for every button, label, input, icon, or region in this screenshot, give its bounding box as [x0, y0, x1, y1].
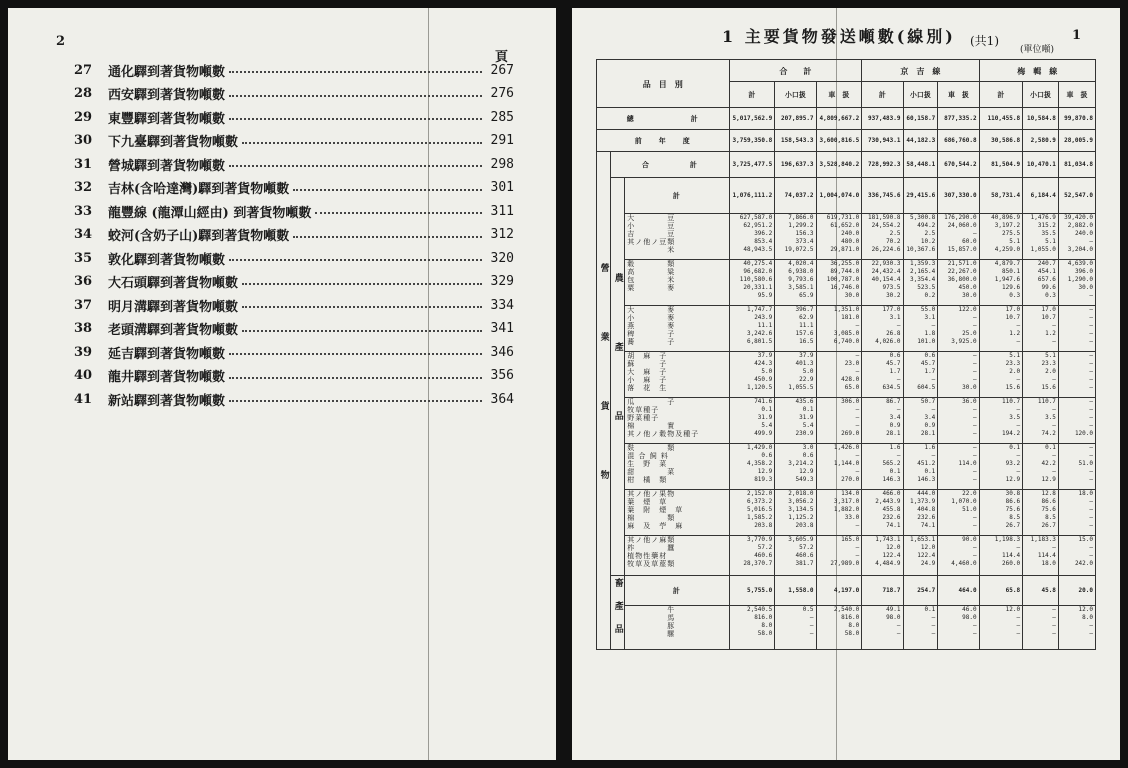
data-cell: 110.7 — 3.5 — 74.2 — [1023, 398, 1059, 444]
data-cell: 52,547.0 — [1058, 178, 1095, 214]
data-cell: 1,558.0 — [775, 576, 816, 606]
data-cell: 396.7 62.9 11.1 157.6 16.5 — [775, 306, 816, 352]
data-cell: 4,809,667.2 — [816, 108, 862, 130]
data-cell: 36,255.0 89,744.0 100,787.0 16,746.0 30.0 — [816, 260, 862, 306]
toc-entry — [74, 131, 514, 151]
data-cell: 336,745.6 — [862, 178, 903, 214]
data-cell: 1,198.3 — 114.4 260.0 — [979, 536, 1022, 576]
toc-entry-number: 37 — [74, 297, 93, 313]
data-cell: 99,870.8 — [1058, 108, 1095, 130]
data-cell: 110,455.8 — [979, 108, 1022, 130]
toc-entry — [74, 154, 514, 174]
header-subcolumn: 車 扱 — [938, 82, 979, 108]
data-cell: 730,943.1 — [862, 130, 903, 152]
toc-entry — [74, 295, 514, 315]
header-subcolumn: 車 扱 — [1058, 82, 1095, 108]
data-cell: 2,540.0 816.0 8.0 58.0 — [816, 606, 862, 650]
data-cell: 1,743.1 12.0 122.4 4,484.9 — [862, 536, 903, 576]
table-row — [597, 152, 1096, 178]
data-cell: 74,037.2 — [775, 178, 816, 214]
row-label: 大 豆 小 豆 吉 豆 其ノ他ノ豆類 米 — [625, 214, 729, 260]
toc-entry-title: 吉林(含哈達灣)驛到著貨物噸數 — [108, 182, 290, 197]
data-cell: 627,587.0 62,951.2 396.2 853.4 48,943.5 — [729, 214, 775, 260]
table-row — [597, 536, 1096, 576]
toc-entry — [74, 248, 514, 268]
data-cell: 46.0 98.0 — — — [938, 606, 979, 650]
data-cell: 17.0 10.7 — 1.2 — — [1023, 306, 1059, 352]
data-cell: 6,184.4 — [1023, 178, 1059, 214]
data-cell: 3.0 0.6 3,214.2 12.9 549.3 — [775, 444, 816, 490]
toc-leader-dots — [242, 298, 482, 308]
table-row — [597, 130, 1096, 152]
toc-entry — [74, 84, 514, 104]
toc-entry-page: 364 — [490, 391, 514, 407]
data-cell: 207,895.7 — [775, 108, 816, 130]
data-cell: — 23.0 — 428.0 65.0 — [816, 352, 862, 398]
toc-entry-number: 34 — [74, 227, 93, 242]
data-cell: 28,005.9 — [1058, 130, 1095, 152]
data-cell: 1.6 — 565.2 0.1 146.3 — [862, 444, 903, 490]
data-cell: 65.8 — [979, 576, 1022, 606]
table-row — [597, 398, 1096, 444]
data-cell: 86.7 — 3.4 0.9 28.1 — [862, 398, 903, 444]
data-cell: 181,590.8 24,554.2 2.5 70.2 26,224.6 — [862, 214, 903, 260]
toc-entry-page: 334 — [490, 297, 514, 313]
data-cell: 37.9 401.3 5.0 22.9 1,055.5 — [775, 352, 816, 398]
toc-entry-page: 285 — [490, 109, 514, 125]
data-cell: 15.0 — — 242.0 — [1058, 536, 1095, 576]
data-cell: 40,275.4 96,682.0 110,580.6 20,331.1 95.9 — [729, 260, 775, 306]
table-row — [597, 444, 1096, 490]
header-subcolumn: 計 — [729, 82, 775, 108]
data-cell: 29,415.6 — [903, 178, 938, 214]
table-row — [597, 306, 1096, 352]
data-cell: 22,930.3 24,432.4 40,154.4 973.5 30.2 — [862, 260, 903, 306]
toc-entry — [74, 225, 514, 245]
toc-leader-dots — [229, 345, 482, 355]
toc-entry-number: 29 — [74, 109, 93, 125]
data-cell: 134.0 3,317.0 1,882.0 33.0 — — [816, 490, 862, 536]
row-label: 其ノ他ノ果物 葉 煙 草 葉 附 煙 草 棉 類 麻 及 苧 麻 — [625, 490, 729, 536]
toc-entry-title: 下九臺驛到著貨物噸數 — [108, 135, 239, 150]
toc-entry — [74, 60, 514, 80]
toc-entry-title: 新站驛到著貨物噸數 — [108, 393, 226, 409]
data-cell: 4,197.0 — [816, 576, 862, 606]
data-cell: 37.9 424.3 5.0 450.9 1,120.5 — [729, 352, 775, 398]
data-cell: 741.6 0.1 31.9 5.4 499.9 — [729, 398, 775, 444]
data-cell: 17.0 10.7 — 1.2 — — [979, 306, 1022, 352]
data-cell: 20.0 — [1058, 576, 1095, 606]
toc-entry-page: 356 — [490, 368, 514, 383]
toc-entry — [74, 178, 514, 198]
header-subcolumn: 計 — [979, 82, 1022, 108]
left-page — [8, 8, 556, 760]
toc-entry — [74, 272, 514, 292]
data-cell: 30,586.8 — [979, 130, 1022, 152]
header-group-total: 合 計 — [729, 60, 862, 82]
toc-entry-title: 老頭溝驛到著貨物噸數 — [108, 323, 239, 338]
toc-entry — [74, 366, 514, 386]
data-cell: 3,725,477.5 — [729, 152, 775, 178]
toc-entry-page: 301 — [490, 180, 514, 195]
data-cell: — — — — — — [1058, 306, 1095, 352]
data-cell: 58,448.1 — [903, 152, 938, 178]
toc-leader-dots — [293, 228, 482, 238]
header-subcolumn: 小口扱 — [903, 82, 938, 108]
row-label: 其ノ他ノ麻類 柞 蠶 植物性藥材 牧草及草蓙類 — [625, 536, 729, 576]
data-cell: 1,351.0 181.0 — 3,085.0 6,740.0 — [816, 306, 862, 352]
data-cell: 1,476.9 315.2 35.5 5.1 1,055.0 — [1023, 214, 1059, 260]
data-cell: 12.0 — — — — [979, 606, 1022, 650]
toc-entry-title: 敦化驛到著貨物噸數 — [108, 252, 226, 268]
data-cell: 3,528,840.2 — [816, 152, 862, 178]
data-cell: 5,017,562.9 — [729, 108, 775, 130]
data-cell: 307,330.0 — [938, 178, 979, 214]
toc-leader-dots — [242, 134, 482, 144]
data-cell: 36.0 — — — — — [938, 398, 979, 444]
toc-entry-page: 312 — [490, 227, 514, 242]
data-cell: 90.0 — — 4,460.0 — [938, 536, 979, 576]
toc-entry-number: 32 — [74, 180, 93, 195]
page-number: 2 — [56, 34, 66, 49]
data-cell: 1,429.0 0.6 4,358.2 12.9 819.3 — [729, 444, 775, 490]
data-cell: 10,470.1 — [1023, 152, 1059, 178]
toc-leader-dots — [229, 87, 482, 97]
data-cell: 466.0 2,443.9 455.8 232.6 74.1 — [862, 490, 903, 536]
data-cell: 2,580.9 — [1023, 130, 1059, 152]
header-subcolumn: 小口扱 — [775, 82, 816, 108]
table-row — [597, 108, 1096, 130]
row-label: 大 麥 小 麥 燕 麥 稗 子 蕎 子 — [625, 306, 729, 352]
data-cell: 0.1 — 93.2 — 12.9 — [979, 444, 1022, 490]
data-cell: 18.0 — — — — — [1058, 490, 1095, 536]
header-item-category: 品 目 別 — [597, 60, 730, 108]
toc-entry-title: 延吉驛到著貨物噸數 — [108, 346, 226, 362]
toc-entry-title: 明月溝驛到著貨物噸數 — [108, 299, 239, 315]
data-cell: 464.0 — [938, 576, 979, 606]
row-label: 計 — [625, 576, 729, 606]
data-cell: 2,540.5 816.0 8.0 58.0 — [729, 606, 775, 650]
data-cell: 718.7 — [862, 576, 903, 606]
data-cell: — — 114.0 — — — [938, 444, 979, 490]
data-cell: 254.7 — [903, 576, 938, 606]
data-cell: 4,020.4 6,938.0 9,793.6 3,585.1 65.9 — [775, 260, 816, 306]
toc-leader-dots — [229, 157, 482, 167]
toc-entry-title: 西安驛到著貨物噸數 — [108, 88, 226, 103]
data-cell: 10,584.8 — [1023, 108, 1059, 130]
header-subcolumn: 車 扱 — [816, 82, 862, 108]
toc-entry-page: 311 — [490, 203, 514, 219]
table-row — [597, 490, 1096, 536]
toc-entry-number: 40 — [74, 368, 93, 383]
data-cell: 81,034.8 — [1058, 152, 1095, 178]
toc-entry-number: 33 — [74, 203, 93, 219]
data-cell: 435.6 0.1 31.9 5.4 230.9 — [775, 398, 816, 444]
data-cell: 1,076,111.2 — [729, 178, 775, 214]
row-label: 瓜 子 牧草種子 野菜種子 棉 實 其ノ他ノ穀物及種子 — [625, 398, 729, 444]
toc-entry-title: 通化驛到著貨物噸數 — [108, 64, 226, 80]
toc-entry-title: 營城驛到著貨物噸數 — [108, 158, 226, 174]
data-cell: 0.5 — — — — [775, 606, 816, 650]
data-cell: 1.6 — 451.2 0.1 146.3 — [903, 444, 938, 490]
toc-entry — [74, 107, 514, 127]
data-cell: 5.1 23.3 2.0 — 15.6 — [979, 352, 1022, 398]
toc-leader-dots — [242, 275, 482, 285]
row-label: 合 計 — [611, 152, 729, 178]
data-cell: 1,653.1 12.0 122.4 24.9 — [903, 536, 938, 576]
side-label-business-freight: 營業貨物 — [597, 152, 611, 650]
data-cell: 0.1 — — — — [903, 606, 938, 650]
side-label-agricultural: 農產品 — [611, 178, 625, 576]
data-cell: 81,504.9 — [979, 152, 1022, 178]
toc-entry-title: 蛟河(含奶子山)驛到著貨物噸數 — [108, 229, 290, 244]
toc-entry-title: 東豐驛到著貨物噸數 — [108, 111, 226, 127]
toc-entry-number: 31 — [74, 156, 93, 172]
data-cell: 240.7 454.1 657.6 99.6 0.3 — [1023, 260, 1059, 306]
data-cell: 58,731.4 — [979, 178, 1022, 214]
data-cell: 45.8 — [1023, 576, 1059, 606]
toc-entry — [74, 201, 514, 221]
data-cell: 110.7 — 3.5 — 194.2 — [979, 398, 1022, 444]
data-cell: 619,731.0 61,652.0 240.0 480.0 29,871.0 — [816, 214, 862, 260]
data-cell: 50.7 — 3.4 0.9 28.1 — [903, 398, 938, 444]
data-cell: 196,637.3 — [775, 152, 816, 178]
row-label: 麩 類 混 合 飼 料 生 野 菜 甜 菜 柑 橘 類 — [625, 444, 729, 490]
toc-entry-page: 320 — [490, 250, 514, 266]
data-cell: — — — — 120.0 — [1058, 398, 1095, 444]
table-row — [597, 178, 1096, 214]
freight-table — [596, 59, 1096, 650]
data-cell: 22.0 1,070.0 51.0 — — — [938, 490, 979, 536]
toc-entry-number: 28 — [74, 86, 93, 101]
row-label: 胡 麻 子 蘇 子 大 麻 子 小 麻 子 落 花 生 — [625, 352, 729, 398]
data-cell: 444.0 1,373.9 404.8 232.6 74.1 — [903, 490, 938, 536]
data-cell: 5.1 23.3 2.0 — 15.6 — [1023, 352, 1059, 398]
data-cell: 1,359.3 2,165.4 3,354.4 523.5 0.2 — [903, 260, 938, 306]
header-subcolumn: 小口扱 — [1023, 82, 1059, 108]
data-cell: 0.6 45.7 1.7 — 604.5 — [903, 352, 938, 398]
data-cell: 49.1 98.0 — — — [862, 606, 903, 650]
data-cell: 306.0 — — — 269.0 — [816, 398, 862, 444]
data-cell: 158,543.3 — [775, 130, 816, 152]
data-cell: 1,004,074.0 — [816, 178, 862, 214]
document-title: 1 主要貨物發送噸數(線別) — [722, 27, 956, 46]
row-label: 計 — [625, 178, 729, 214]
data-cell: 122.0 — — 25.0 3,925.0 — [938, 306, 979, 352]
toc-leader-dots — [229, 369, 482, 379]
data-cell: 21,571.0 22,267.0 36,800.0 450.0 30.0 — [938, 260, 979, 306]
header-group-meiji: 梅 輯 線 — [979, 60, 1095, 82]
data-cell: 44,182.3 — [903, 130, 938, 152]
toc-leader-dots — [229, 251, 482, 261]
data-cell: 3,759,350.8 — [729, 130, 775, 152]
data-cell: 0.1 — 42.2 — 12.9 — [1023, 444, 1059, 490]
data-cell: 177.0 3.1 — 26.8 4,026.0 — [862, 306, 903, 352]
side-label-livestock: 畜產品 — [611, 576, 625, 650]
data-cell: 30.8 86.6 75.6 8.5 26.7 — [979, 490, 1022, 536]
document-subtitle: (共1) — [970, 34, 999, 48]
toc-entry-number: 35 — [74, 250, 93, 266]
data-cell: 3,605.9 57.2 460.6 381.7 — [775, 536, 816, 576]
toc-leader-dots — [229, 110, 482, 120]
data-cell: 2,018.0 3,056.2 3,134.5 1,125.2 203.8 — [775, 490, 816, 536]
table-row — [597, 576, 1096, 606]
data-cell: 4,879.7 850.1 1,947.6 129.6 0.3 — [979, 260, 1022, 306]
data-cell: 5,755.0 — [729, 576, 775, 606]
toc-leader-dots — [229, 63, 482, 73]
data-cell: 877,335.2 — [938, 108, 979, 130]
data-cell: — — 51.0 — — — [1058, 444, 1095, 490]
data-cell: 165.0 — — 27,989.0 — [816, 536, 862, 576]
data-cell: — — — — — [1023, 606, 1059, 650]
toc-entry-title: 龍井驛到著貨物噸數 — [108, 370, 226, 385]
data-cell: 1,426.0 — 1,144.0 — 270.0 — [816, 444, 862, 490]
page-column-header: 頁 — [495, 50, 509, 65]
toc-entry-page: 267 — [490, 62, 514, 78]
data-cell: 5,300.8 494.2 2.5 10.2 10,367.6 — [903, 214, 938, 260]
header-subcolumn: 計 — [862, 82, 903, 108]
table-row — [597, 260, 1096, 306]
toc-entry-page: 298 — [490, 156, 514, 172]
row-label: 前 年 度 — [597, 130, 730, 152]
data-cell: 3,770.9 57.2 460.6 28,370.7 — [729, 536, 775, 576]
data-cell: 39,420.0 2,882.0 240.0 — 3,204.0 — [1058, 214, 1095, 260]
toc-leader-dots — [293, 181, 482, 191]
table-row — [597, 352, 1096, 398]
data-cell: 728,992.3 — [862, 152, 903, 178]
page-number: 1 — [1072, 28, 1082, 43]
row-label: 穀 類 高 粱 包 米 粟 麥 — [625, 260, 729, 306]
data-cell: 40,896.9 3,197.2 275.5 5.1 4,259.0 — [979, 214, 1022, 260]
data-cell: 937,483.9 — [862, 108, 903, 130]
toc-entry-number: 27 — [74, 62, 93, 78]
data-cell: 0.6 45.7 1.7 — 634.5 — [862, 352, 903, 398]
data-cell: 686,760.8 — [938, 130, 979, 152]
toc-entry — [74, 342, 514, 362]
toc-entry-number: 39 — [74, 344, 93, 360]
toc-entry-title: 龍豐線 (龍潭山經由) 到著貨物噸數 — [108, 205, 312, 221]
data-cell: — — — — — — [1058, 352, 1095, 398]
toc-leader-dots — [315, 204, 482, 214]
table-row — [597, 606, 1096, 650]
toc-entry-page: 346 — [490, 344, 514, 360]
data-cell: 55.0 3.1 — 1.8 101.0 — [903, 306, 938, 352]
toc-entry-number: 38 — [74, 321, 93, 336]
data-cell: 3,600,816.5 — [816, 130, 862, 152]
data-cell: — — — — 30.0 — [938, 352, 979, 398]
unit-label: (單位噸) — [1020, 45, 1055, 55]
data-cell: 670,544.2 — [938, 152, 979, 178]
row-label: 牛 馬 豚 騾 — [625, 606, 729, 650]
row-label: 總 計 — [597, 108, 730, 130]
toc-entry-number: 41 — [74, 391, 93, 407]
toc-entry-number: 36 — [74, 274, 93, 289]
data-cell: 1,747.7 243.9 11.1 3,242.6 6,801.5 — [729, 306, 775, 352]
data-cell: 1,183.3 — 114.4 18.0 — [1023, 536, 1059, 576]
data-cell: 12.8 86.6 75.6 8.5 26.7 — [1023, 490, 1059, 536]
toc-entry-number: 30 — [74, 133, 93, 148]
table-row — [597, 214, 1096, 260]
toc-entry-page: 276 — [490, 86, 514, 101]
data-cell: 7,866.0 1,299.2 156.3 373.4 19,072.5 — [775, 214, 816, 260]
data-cell: 4,639.0 396.0 1,290.0 30.0 — — [1058, 260, 1095, 306]
data-cell: 2,152.0 6,373.2 5,016.5 1,585.2 203.8 — [729, 490, 775, 536]
toc-entry-title: 大石頭驛到著貨物噸數 — [108, 276, 239, 291]
header-group-jingji: 京 吉 線 — [862, 60, 979, 82]
toc-entry-page: 329 — [490, 274, 514, 289]
toc-leader-dots — [242, 322, 482, 332]
data-cell: 176,290.0 24,060.0 — 60.0 15,857.0 — [938, 214, 979, 260]
data-cell: 12.0 8.0 — — — [1058, 606, 1095, 650]
toc-entry — [74, 389, 514, 409]
toc-leader-dots — [229, 392, 482, 402]
right-page — [572, 8, 1120, 760]
toc-entry-page: 291 — [490, 133, 514, 148]
toc-entry — [74, 319, 514, 339]
toc-entry-page: 341 — [490, 321, 514, 336]
data-cell: 60,158.7 — [903, 108, 938, 130]
